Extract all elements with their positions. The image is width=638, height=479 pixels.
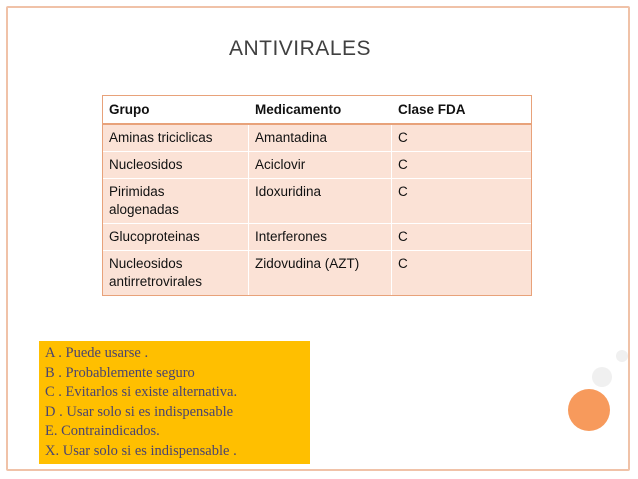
slide-title: ANTIVIRALES bbox=[228, 37, 372, 60]
table-row bbox=[103, 152, 531, 179]
decor-circle-small bbox=[616, 350, 628, 362]
cell-clase: C bbox=[392, 124, 532, 152]
table-row bbox=[103, 224, 531, 251]
legend-line: X. Usar solo si es indispensable . bbox=[45, 442, 237, 459]
cell-grupo: Glucoproteinas bbox=[103, 224, 249, 251]
table-header-row bbox=[103, 96, 531, 124]
cell-medicamento: Interferones bbox=[249, 224, 392, 251]
legend-line: E. Contraindicados. bbox=[45, 423, 160, 440]
cell-clase: C bbox=[392, 179, 532, 224]
cell-grupo: Aminas triciclicas bbox=[103, 124, 249, 152]
legend-line: D . Usar solo si es indispensable bbox=[45, 403, 234, 420]
legend-line: A . Puede usarse . bbox=[45, 345, 149, 361]
cell-medicamento: Zidovudina (AZT) bbox=[249, 251, 392, 296]
table-row bbox=[103, 124, 531, 152]
legend-line: C . Evitarlos si existe alternativa. bbox=[45, 384, 238, 401]
header-grupo: Grupo bbox=[103, 96, 249, 124]
legend-line: B . Probablemente seguro bbox=[45, 364, 195, 381]
table-row bbox=[103, 251, 531, 296]
cell-medicamento: Amantadina bbox=[249, 124, 392, 152]
decor-circle-medium bbox=[592, 367, 612, 387]
header-clase-fda: Clase FDA bbox=[392, 96, 532, 124]
cell-grupo: Nucleosidos bbox=[103, 152, 249, 179]
cell-medicamento: Idoxuridina bbox=[249, 179, 392, 224]
cell-clase: C bbox=[392, 152, 532, 179]
cell-grupo: Pirimidas alogenadas bbox=[103, 179, 249, 224]
cell-clase: C bbox=[392, 251, 532, 296]
decor-circle-orange bbox=[568, 389, 610, 431]
fda-class-legend bbox=[39, 341, 310, 464]
cell-grupo: Nucleosidos antirretrovirales bbox=[103, 251, 249, 296]
table-row bbox=[103, 179, 531, 224]
antivirals-table bbox=[103, 96, 531, 295]
header-medicamento: Medicamento bbox=[249, 96, 392, 124]
cell-clase: C bbox=[392, 224, 532, 251]
cell-medicamento: Aciclovir bbox=[249, 152, 392, 179]
